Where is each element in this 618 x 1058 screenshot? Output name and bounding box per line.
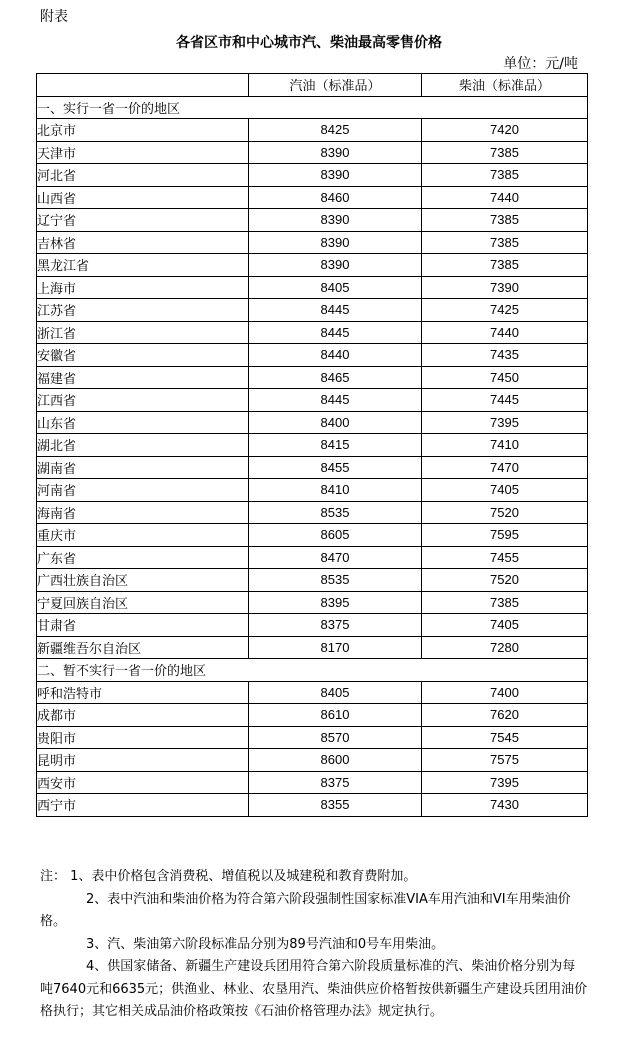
region-cell: 山东省: [37, 411, 249, 434]
gasoline-price-cell: 8400: [249, 411, 422, 434]
region-cell: 成都市: [37, 704, 249, 727]
region-cell: 北京市: [37, 119, 249, 142]
gasoline-price-cell: 8410: [249, 479, 422, 502]
table-row: [37, 591, 588, 614]
diesel-price-cell: 7385: [422, 254, 588, 277]
price-table: [36, 73, 588, 817]
header-region: [37, 74, 249, 97]
region-cell: 昆明市: [37, 749, 249, 772]
diesel-price-cell: 7545: [422, 726, 588, 749]
diesel-price-cell: 7405: [422, 479, 588, 502]
table-row: [37, 456, 588, 479]
table-row: [37, 524, 588, 547]
diesel-price-cell: 7450: [422, 366, 588, 389]
diesel-price-cell: 7390: [422, 276, 588, 299]
region-cell: 上海市: [37, 276, 249, 299]
region-cell: 湖南省: [37, 456, 249, 479]
notes: [40, 866, 588, 1024]
gasoline-price-cell: 8535: [249, 501, 422, 524]
region-cell: 西宁市: [37, 794, 249, 817]
header-gasoline: 汽油（标准品）: [249, 74, 422, 97]
gasoline-price-cell: 8440: [249, 344, 422, 367]
region-cell: 宁夏回族自治区: [37, 591, 249, 614]
table-row: [37, 119, 588, 142]
gasoline-price-cell: 8445: [249, 299, 422, 322]
note-2: 2、表中汽油和柴油价格为符合第六阶段强制性国家标准VIA车用汽油和VI车用柴油价格。: [40, 891, 571, 929]
region-cell: 湖北省: [37, 434, 249, 457]
table-row: [37, 344, 588, 367]
diesel-price-cell: 7280: [422, 636, 588, 659]
region-cell: 天津市: [37, 141, 249, 164]
region-cell: 福建省: [37, 366, 249, 389]
gasoline-price-cell: 8390: [249, 209, 422, 232]
gasoline-price-cell: 8425: [249, 119, 422, 142]
gasoline-price-cell: 8605: [249, 524, 422, 547]
gasoline-price-cell: 8390: [249, 141, 422, 164]
region-cell: 江西省: [37, 389, 249, 412]
region-cell: 广东省: [37, 546, 249, 569]
table-row: [37, 321, 588, 344]
region-cell: 山西省: [37, 186, 249, 209]
table-header-row: [37, 74, 588, 97]
diesel-price-cell: 7400: [422, 681, 588, 704]
region-cell: 呼和浩特市: [37, 681, 249, 704]
region-cell: 浙江省: [37, 321, 249, 344]
table-row: [37, 681, 588, 704]
note-4: 4、供国家储备、新疆生产建设兵团用符合第六阶段质量标准的汽、柴油价格分别为每吨7640元和6635元；供渔业、林业、农垦用汽、柴油供应价格暂按供新疆生产建设兵团用油价格执行；其它相关成品油价格政策按《石油价格管理办法》规定执行。: [40, 959, 588, 1019]
region-cell: 河南省: [37, 479, 249, 502]
gasoline-price-cell: 8375: [249, 771, 422, 794]
note-1: 注： 1、表中价格包含消费税、增值税以及城建税和教育费附加。: [40, 869, 417, 884]
table-row: [37, 794, 588, 817]
unit-label: 单位：元/吨: [503, 56, 578, 72]
table-row: [37, 299, 588, 322]
gasoline-price-cell: 8405: [249, 276, 422, 299]
region-cell: 江苏省: [37, 299, 249, 322]
diesel-price-cell: 7520: [422, 501, 588, 524]
diesel-price-cell: 7385: [422, 231, 588, 254]
table-row: [37, 704, 588, 727]
diesel-price-cell: 7425: [422, 299, 588, 322]
region-cell: 河北省: [37, 164, 249, 187]
section-title: 二、暂不实行一省一价的地区: [37, 659, 588, 682]
table-row: [37, 501, 588, 524]
table-row: [37, 726, 588, 749]
table-row: [37, 389, 588, 412]
table-row: [37, 636, 588, 659]
diesel-price-cell: 7595: [422, 524, 588, 547]
gasoline-price-cell: 8445: [249, 321, 422, 344]
gasoline-price-cell: 8470: [249, 546, 422, 569]
diesel-price-cell: 7575: [422, 749, 588, 772]
table-row: [37, 749, 588, 772]
gasoline-price-cell: 8390: [249, 164, 422, 187]
region-cell: 广西壮族自治区: [37, 569, 249, 592]
gasoline-price-cell: 8415: [249, 434, 422, 457]
diesel-price-cell: 7410: [422, 434, 588, 457]
section-row: [37, 659, 588, 682]
diesel-price-cell: 7520: [422, 569, 588, 592]
gasoline-price-cell: 8460: [249, 186, 422, 209]
table-row: [37, 164, 588, 187]
section-title: 一、实行一省一价的地区: [37, 96, 588, 119]
diesel-price-cell: 7435: [422, 344, 588, 367]
region-cell: 贵阳市: [37, 726, 249, 749]
diesel-price-cell: 7430: [422, 794, 588, 817]
header-diesel: 柴油（标准品）: [422, 74, 588, 97]
region-cell: 辽宁省: [37, 209, 249, 232]
gasoline-price-cell: 8405: [249, 681, 422, 704]
table-row: [37, 546, 588, 569]
gasoline-price-cell: 8170: [249, 636, 422, 659]
diesel-price-cell: 7395: [422, 771, 588, 794]
region-cell: 吉林省: [37, 231, 249, 254]
table-row: [37, 434, 588, 457]
gasoline-price-cell: 8445: [249, 389, 422, 412]
diesel-price-cell: 7440: [422, 321, 588, 344]
gasoline-price-cell: 8455: [249, 456, 422, 479]
diesel-price-cell: 7385: [422, 141, 588, 164]
gasoline-price-cell: 8390: [249, 231, 422, 254]
table-row: [37, 411, 588, 434]
diesel-price-cell: 7440: [422, 186, 588, 209]
gasoline-price-cell: 8610: [249, 704, 422, 727]
diesel-price-cell: 7420: [422, 119, 588, 142]
table-row: [37, 186, 588, 209]
gasoline-price-cell: 8395: [249, 591, 422, 614]
diesel-price-cell: 7405: [422, 614, 588, 637]
table-row: [37, 209, 588, 232]
gasoline-price-cell: 8375: [249, 614, 422, 637]
gasoline-price-cell: 8535: [249, 569, 422, 592]
table-row: [37, 771, 588, 794]
table-row: [37, 569, 588, 592]
region-cell: 西安市: [37, 771, 249, 794]
gasoline-price-cell: 8390: [249, 254, 422, 277]
diesel-price-cell: 7385: [422, 164, 588, 187]
diesel-price-cell: 7620: [422, 704, 588, 727]
diesel-price-cell: 7385: [422, 591, 588, 614]
appendix-label: 附表: [40, 9, 68, 25]
region-cell: 黑龙江省: [37, 254, 249, 277]
diesel-price-cell: 7470: [422, 456, 588, 479]
gasoline-price-cell: 8600: [249, 749, 422, 772]
diesel-price-cell: 7385: [422, 209, 588, 232]
gasoline-price-cell: 8355: [249, 794, 422, 817]
table-row: [37, 614, 588, 637]
table-row: [37, 479, 588, 502]
region-cell: 新疆维吾尔自治区: [37, 636, 249, 659]
region-cell: 重庆市: [37, 524, 249, 547]
table-row: [37, 141, 588, 164]
table-row: [37, 231, 588, 254]
section-row: [37, 96, 588, 119]
table-row: [37, 366, 588, 389]
diesel-price-cell: 7455: [422, 546, 588, 569]
table-row: [37, 254, 588, 277]
table-body: [37, 96, 588, 816]
region-cell: 甘肃省: [37, 614, 249, 637]
note-3: 3、汽、柴油第六阶段标准品分别为89号汽油和0号车用柴油。: [86, 936, 445, 952]
gasoline-price-cell: 8570: [249, 726, 422, 749]
page-title: 各省区市和中心城市汽、柴油最高零售价格: [176, 35, 442, 51]
table-row: [37, 276, 588, 299]
region-cell: 海南省: [37, 501, 249, 524]
diesel-price-cell: 7445: [422, 389, 588, 412]
diesel-price-cell: 7395: [422, 411, 588, 434]
gasoline-price-cell: 8465: [249, 366, 422, 389]
region-cell: 安徽省: [37, 344, 249, 367]
